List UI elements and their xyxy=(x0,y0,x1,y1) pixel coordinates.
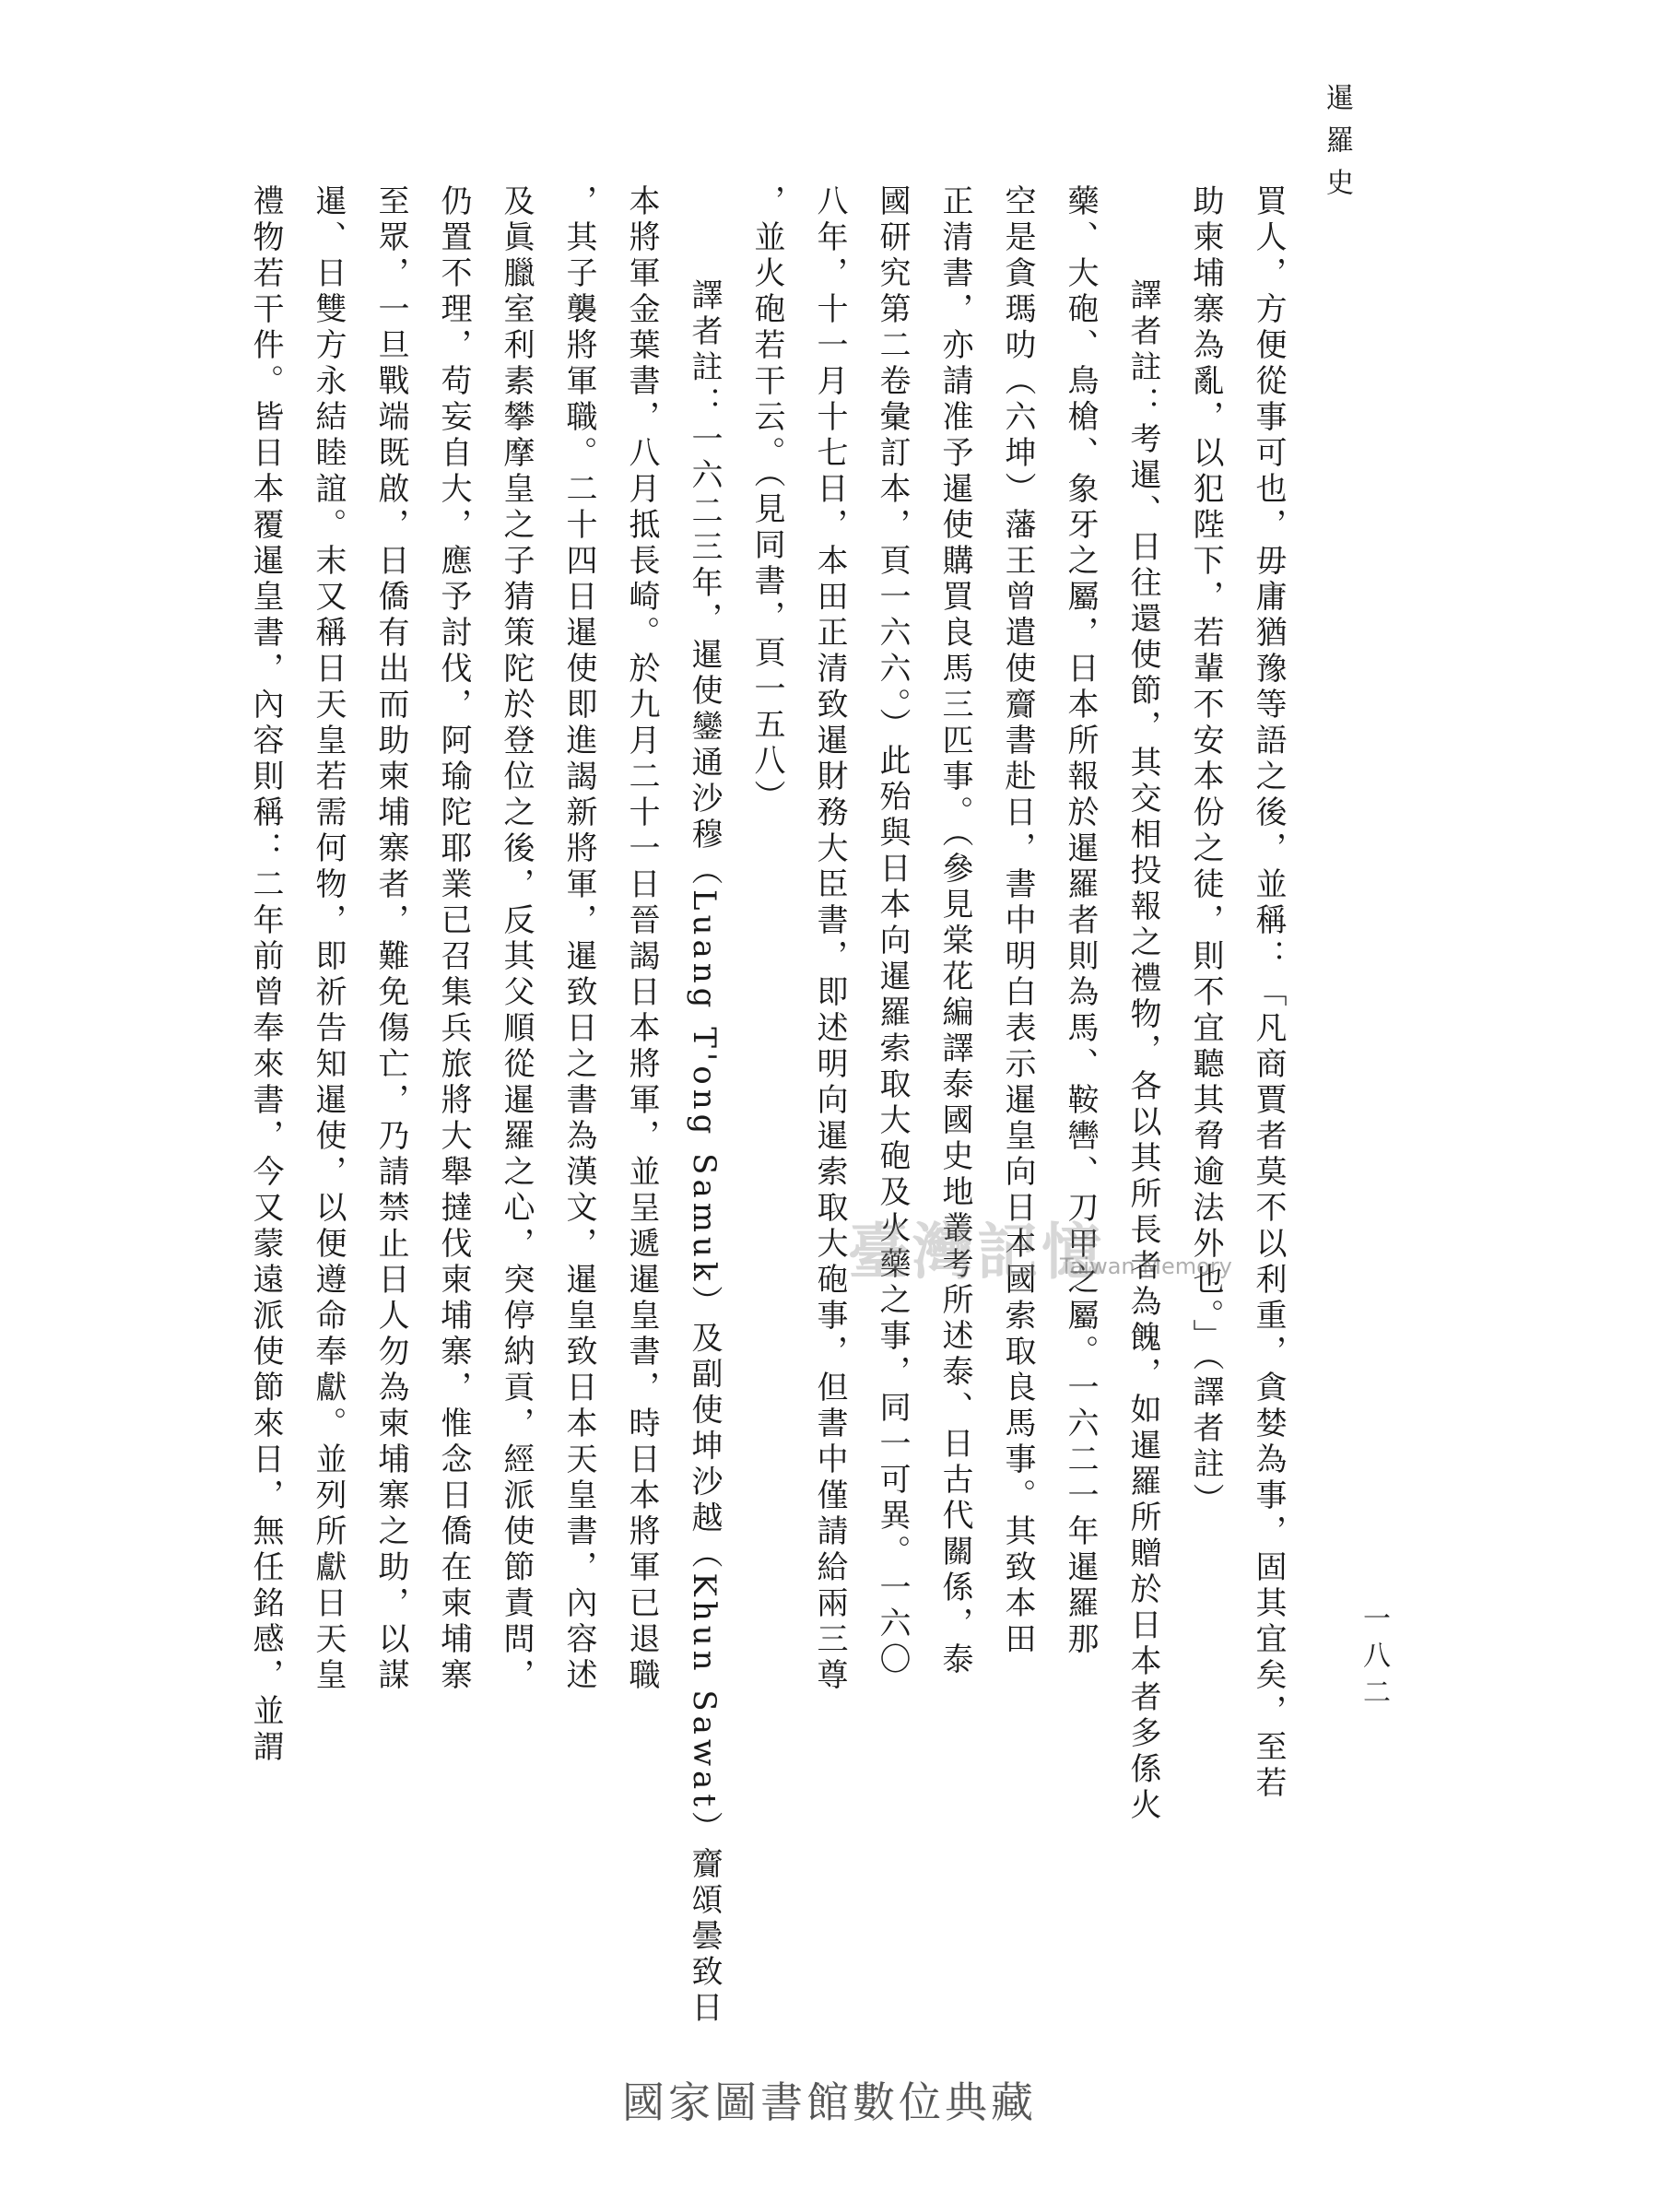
text-column: 仍置不理，苟妄自大，應予討伐，阿瑜陀耶業已召集兵旅將大舉撻伐柬埔寨，惟念日僑在柬埔寨 xyxy=(435,184,472,1694)
text-column: 及眞臘室利素攀摩皇之子猜策陀於登位之後，反其父順從暹羅之心，突停納貢，經派使節責問， xyxy=(498,184,535,1694)
text-column: 藥、大砲、鳥槍、象牙之屬，日本所報於暹羅者則為馬、鞍轡、刀甲之屬。一六二一年暹羅那 xyxy=(1062,184,1099,1658)
text-column: 譯者註：一六二三年，暹使鑾通沙穆（Luang T'ong Samuk）及副使坤沙越（Khun Sawat）齎頌曇致日 xyxy=(686,278,723,2027)
text-column: 空是貪瑪叻（六坤）藩王曾遣使齎書赴日，書中明白表示暹皇向日本國索取良馬事。其致本田 xyxy=(999,184,1036,1658)
text-column: 買人，方便從事可也，毋庸猶豫等語之後，並稱：「凡商賈者莫不以利重，貪婪為事，固其宜矣，至若 xyxy=(1250,184,1287,1802)
body-text xyxy=(212,184,1300,2027)
text-column: 國研究第二卷彙訂本，頁一六六。）此殆與日本向暹羅索取大砲及火藥之事，同一可異。一六〇 xyxy=(874,184,911,1678)
text-column: 本將軍金葉書，八月抵長崎。於九月二十一日晉謁日本將軍，並呈遞暹皇書，時日本將軍已退職 xyxy=(623,184,660,1694)
watermark-subtext: Taiwan Memory xyxy=(1060,1253,1232,1279)
page-header-title: 暹羅史 xyxy=(1321,83,1353,210)
text-column: ，並火砲若干云。（見同書，頁一五八） xyxy=(748,184,785,816)
text-column: 至眾，一旦戰端既啟，日僑有出而助柬埔寨者，難免傷亡，乃請禁止日人勿為柬埔寨之助，以謀 xyxy=(372,184,409,1694)
text-column: 助柬埔寨為亂，以犯陛下，若輩不安本份之徒，則不宜聽其脅逾法外也。」（譯者註） xyxy=(1187,184,1224,1519)
text-column: 暹、日雙方永結睦誼。末又稱日天皇若需何物，即祈告知暹使，以便遵命奉獻。並列所獻日天皇 xyxy=(310,184,347,1694)
text-column: 八年，十一月十七日，本田正清致暹財務大臣書，即述明向暹索取大砲事，但書中僅請給兩三尊 xyxy=(811,184,848,1694)
page-number: 一八二 xyxy=(1358,1604,1390,1714)
text-column: 譯者註：考暹、日往還使節，其交相投報之禮物，各以其所長者為餽，如暹羅所贈於日本者多係火 xyxy=(1124,278,1161,1824)
watermark-logo: 臺灣記憶 xyxy=(848,1216,1106,1288)
text-column: ，其子襲將軍職。二十四日暹使即進謁新將軍，暹致日之書為漢文，暹皇致日本天皇書，內容述 xyxy=(560,184,597,1694)
text-column: 正清書，亦請准予暹使購買良馬三匹事。（參見棠花編譯泰國史地叢考所述泰、日古代關係，泰 xyxy=(936,184,973,1678)
footer-caption: 國家圖書館數位典藏 xyxy=(622,2077,1037,2127)
text-column: 禮物若干件。皆日本覆暹皇書，內容則稱：二年前曾奉來書，今又蒙遠派使節來日，無任銘感，並謂 xyxy=(247,184,284,1766)
